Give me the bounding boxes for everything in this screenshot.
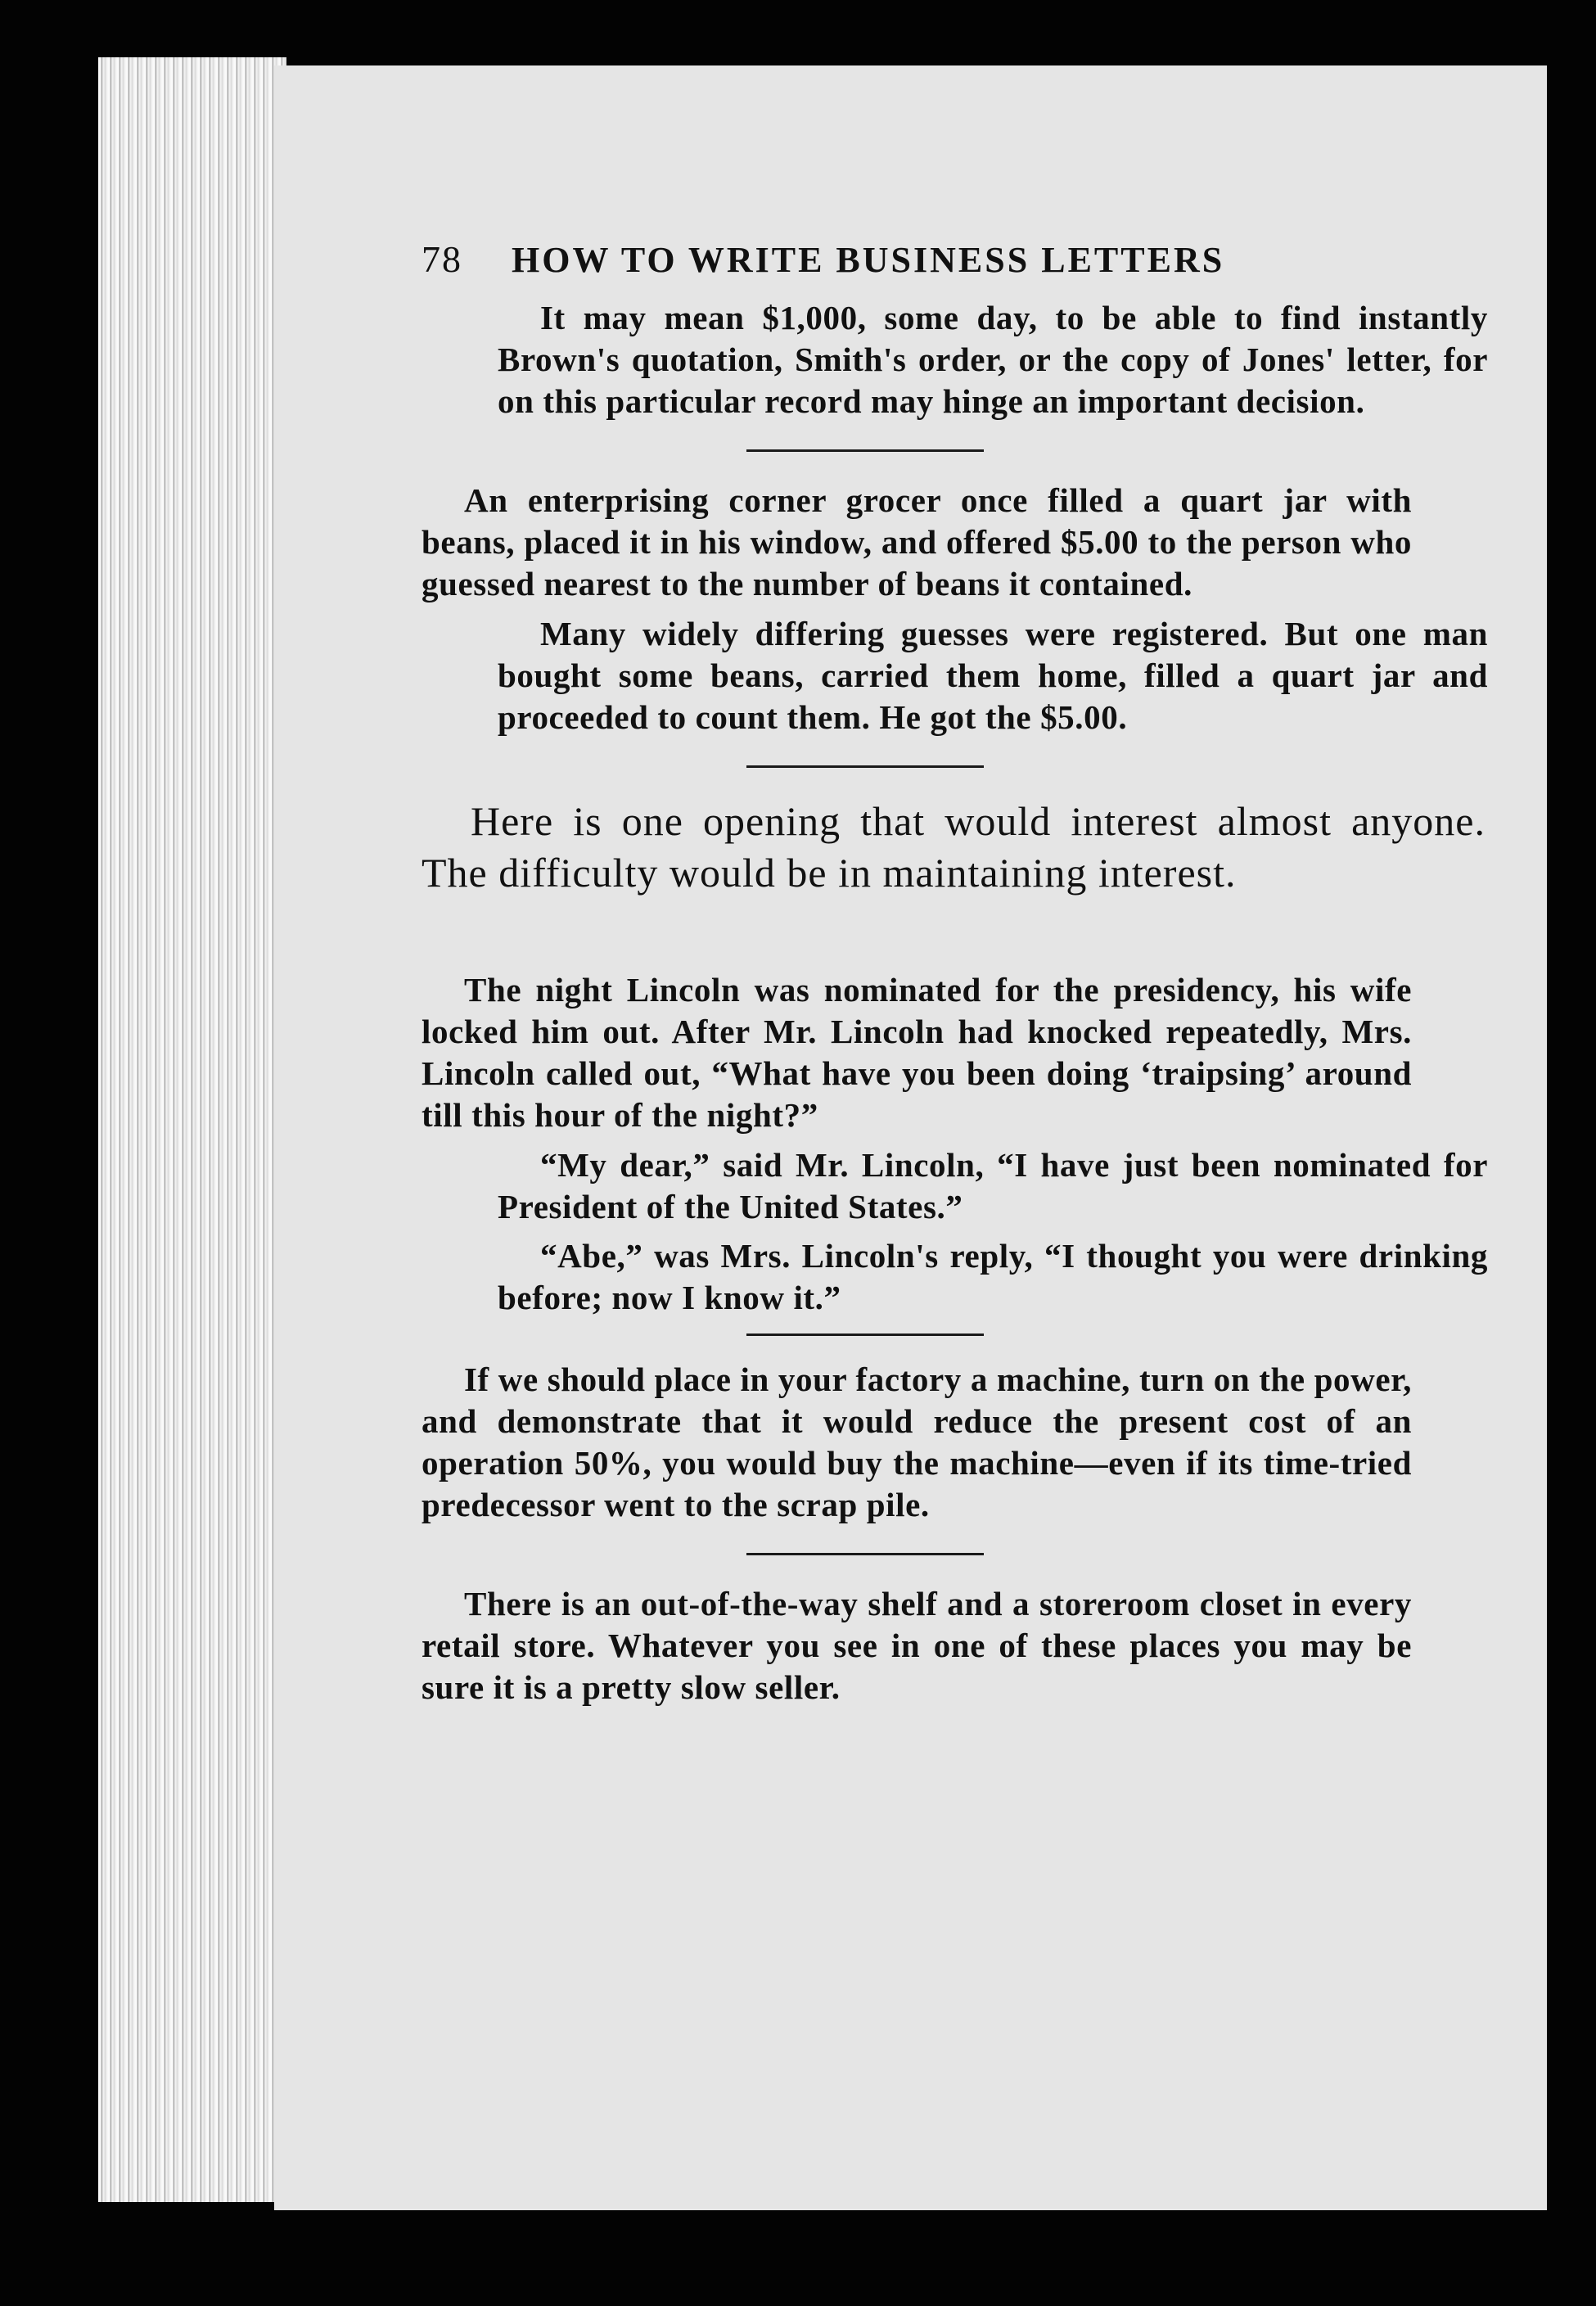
example-paragraph: “Abe,” was Mrs. Lincoln's reply, “I thought you were drinking before; now I know it.”: [498, 1237, 1488, 1317]
example-paragraph: “My dear,” said Mr. Lincoln, “I have just been nominated for President of the United States.”: [498, 1145, 1488, 1225]
commentary-paragraph: Here is one opening that would interest almost anyone. The difficulty would be in maintaining interest.: [422, 798, 1486, 896]
running-head: [422, 237, 1486, 281]
example-paragraph: There is an out-of-the-way shelf and a storeroom closet in every retail store. Whatever you see in one of these places you may be sure it is a pretty slow seller.: [422, 1585, 1412, 1707]
running-head-title: HOW TO WRITE BUSINESS LETTERS: [512, 240, 1225, 280]
example-paragraph: If we should place in your factory a machine, turn on the power, and demonstrate that it would reduce the present cost of an operation 50%, you would buy the machine—even if its time-tried predecessor went to the scrap pile.: [422, 1361, 1412, 1523]
page-content: [422, 237, 1486, 1708]
section-divider: [746, 765, 984, 768]
page-number: 78: [422, 238, 462, 280]
example-paragraph: It may mean $1,000, some day, to be able to find instantly Brown's quotation, Smith's order, or the copy of Jones' letter, for on this particular record may hinge an important decision.: [498, 299, 1488, 420]
section-divider: [746, 449, 984, 452]
section-divider: [746, 1334, 984, 1336]
book-page: [274, 65, 1547, 2210]
example-paragraph: Many widely differing guesses were registered. But one man bought some beans, carried them home, filled a quart jar and proceeded to count them. He got the $5.00.: [498, 614, 1488, 736]
page-stack-edge: [98, 57, 286, 2202]
example-paragraph: The night Lincoln was nominated for the presidency, his wife locked him out. After Mr. Lincoln had knocked repeatedly, Mrs. Lincoln called out, “What have you been doing ‘traipsing’ around till this hour of the night?”: [422, 971, 1412, 1134]
section-divider: [746, 1553, 984, 1555]
example-paragraph: An enterprising corner grocer once filled a quart jar with beans, placed it in his window, and offered $5.00 to the person who guessed nearest to the number of beans it contained.: [422, 481, 1412, 603]
